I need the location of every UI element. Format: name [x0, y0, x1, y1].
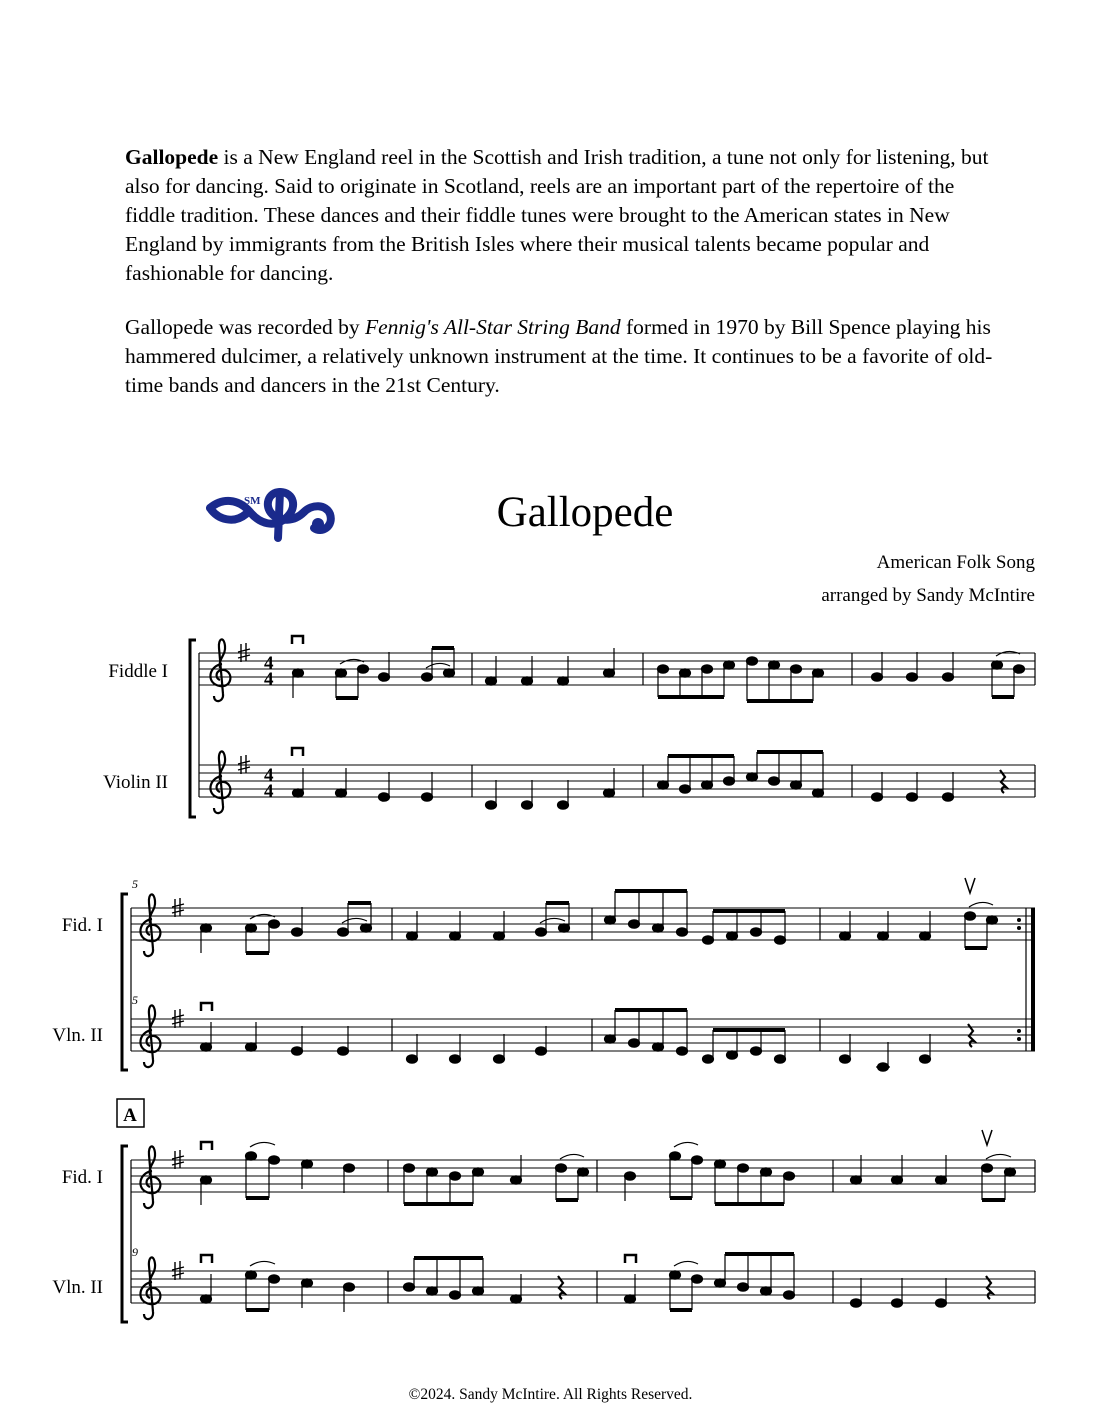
violin-measure-number-9: 9	[132, 1245, 138, 1259]
logo-initials: SM	[244, 495, 261, 507]
fiddle-label-2: Fid. I	[61, 915, 103, 936]
violin-notes-sys1	[292, 748, 1006, 809]
system-3	[52, 1099, 1035, 1322]
score-title: Gallopede	[496, 489, 674, 536]
intro-paragraph-1-text: is a New England reel in the Scottish and Irish tradition, a tune not only for listening, but also for dancing. Said to originate in Scotland, reels are an important part of the repertoire of the fiddle tradition. These dances and their fiddle tunes were brought to the American states in New England by immigrants from the British Isles where their musical talents became popular and fashionable for dancing.	[125, 145, 989, 285]
time-sig-top-1: 4	[264, 653, 274, 674]
system-1	[103, 636, 1035, 817]
violin-notes-sys2	[201, 1003, 975, 1071]
violin-label-1: Violin II	[103, 772, 168, 793]
intro-paragraph-2-start: Gallopede was recorded by	[125, 315, 365, 339]
violin-measure-number-5: 5	[132, 993, 138, 1007]
time-sig-bottom-2: 4	[264, 781, 274, 802]
copyright-footer: ©2024. Sandy McIntire. All Rights Reserved.	[408, 1386, 693, 1403]
band-name: Fennig's All-Star String Band	[365, 315, 621, 339]
violin-label-3: Vln. II	[52, 1277, 103, 1298]
time-sig-bottom-1: 4	[264, 669, 274, 690]
fiddle-label-3: Fid. I	[61, 1167, 103, 1188]
composer: American Folk Song	[876, 552, 1035, 573]
tune-name-bold: Gallopede	[125, 145, 219, 169]
rehearsal-mark: A	[123, 1105, 137, 1126]
violin-label-2: Vln. II	[52, 1025, 103, 1046]
intro-paragraph-2-end: formed in 1970 by Bill Spence playing his hammered dulcimer, a relatively unknown instrument at the time. It continues to be a favorite of old-time bands and dancers in the 21st Century.	[125, 315, 993, 397]
system-2	[52, 877, 1035, 1071]
measure-number-5: 5	[132, 877, 138, 891]
time-sig-top-2: 4	[264, 765, 274, 786]
fiddle-label-1: Fiddle I	[108, 661, 168, 682]
arranger: arranged by Sandy McIntire	[821, 585, 1035, 606]
